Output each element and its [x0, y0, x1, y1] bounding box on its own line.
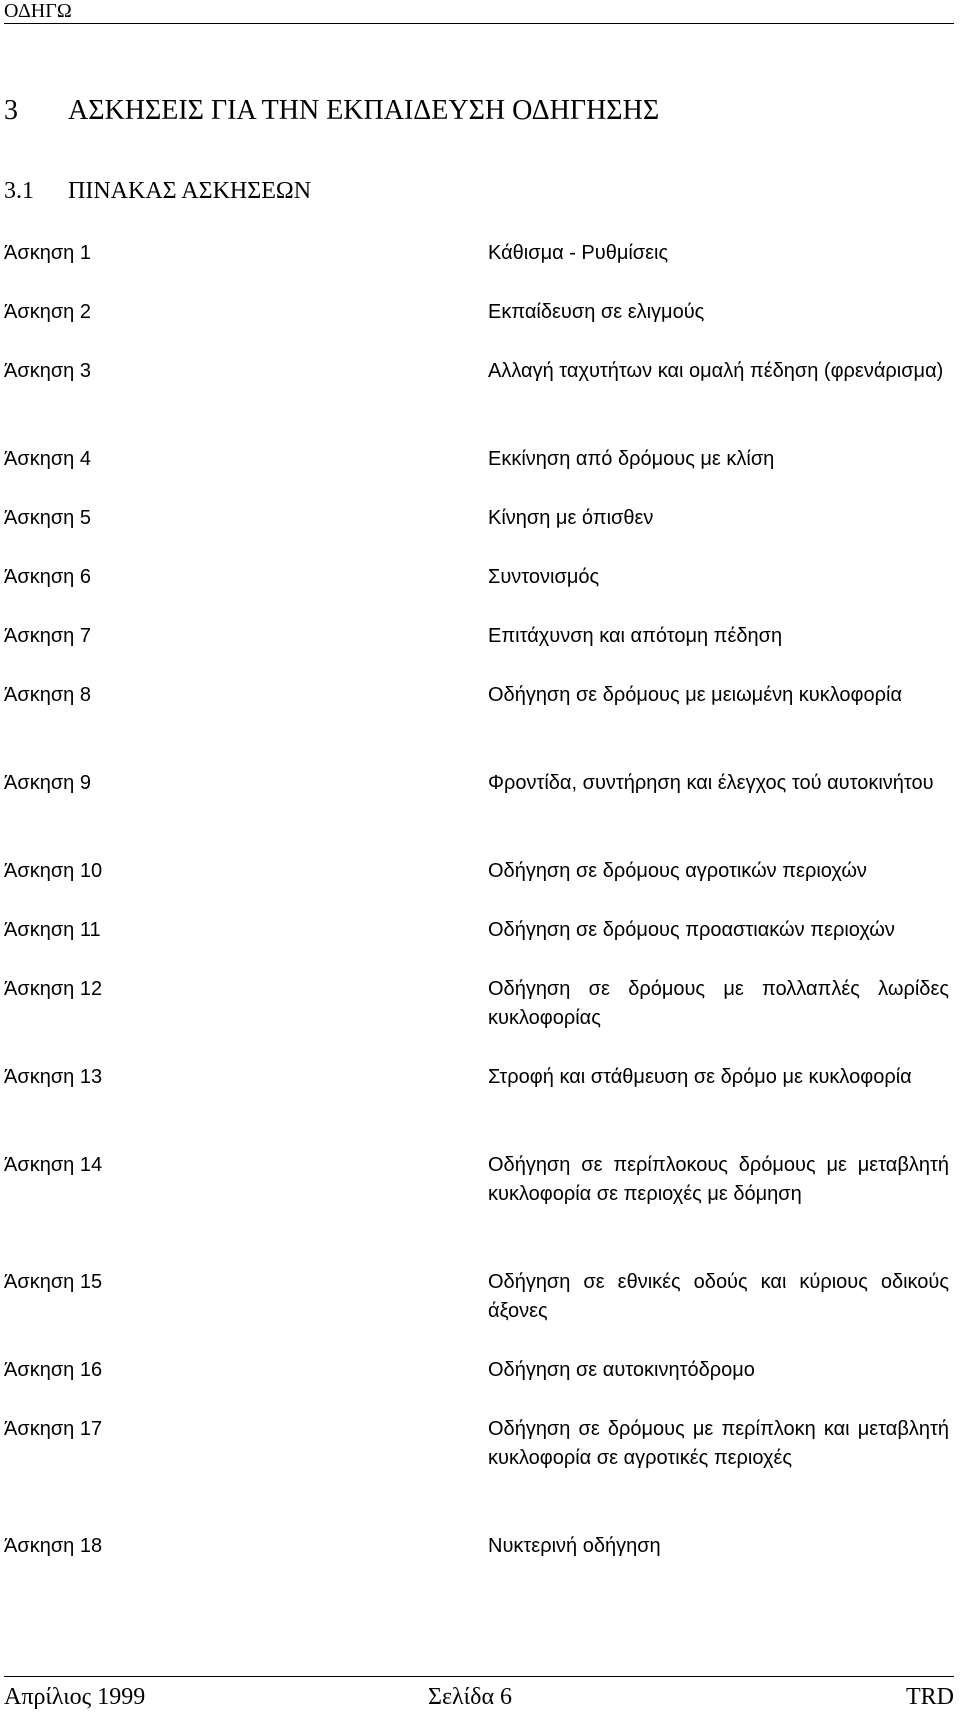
chapter-heading — [4, 94, 659, 128]
exercise-label: Άσκηση 11 — [4, 919, 101, 941]
footer-code: TRD — [906, 1684, 954, 1710]
header-divider — [4, 23, 954, 24]
exercise-label: Άσκηση 12 — [4, 978, 103, 1000]
exercise-description: Συντονισμός — [488, 566, 600, 588]
exercise-description: Οδήγηση σε δρόμους με περίπλοκη και μεταβλητή κυκλοφορία σε αγροτικές περιοχές — [488, 1418, 949, 1469]
exercise-label: Άσκηση 6 — [4, 566, 91, 588]
exercise-label: Άσκηση 18 — [4, 1535, 103, 1557]
exercise-description: Νυκτερινή οδήγηση — [488, 1535, 661, 1557]
exercise-description: Οδήγηση σε δρόμους προαστιακών περιοχών — [488, 919, 895, 941]
exercise-description: Οδήγηση σε αυτοκινητόδρομο — [488, 1359, 755, 1381]
footer-divider — [4, 1676, 954, 1677]
exercise-description: Στροφή και στάθμευση σε δρόμο με κυκλοφορία — [488, 1066, 912, 1088]
exercise-label: Άσκηση 4 — [4, 448, 91, 470]
exercise-description: Κάθισμα - Ρυθμίσεις — [488, 242, 669, 264]
chapter-number: 3 — [4, 95, 18, 126]
exercise-label: Άσκηση 5 — [4, 507, 91, 529]
exercise-label: Άσκηση 16 — [4, 1359, 103, 1381]
exercise-description: Οδήγηση σε εθνικές οδούς και κύριους οδικούς άξονες — [488, 1271, 949, 1322]
exercise-description: Οδήγηση σε δρόμους αγροτικών περιοχών — [488, 860, 867, 882]
section-heading — [4, 176, 311, 206]
exercise-description: Κίνηση με όπισθεν — [488, 507, 654, 529]
exercise-label: Άσκηση 1 — [4, 242, 91, 264]
exercise-description: Αλλαγή ταχυτήτων και ομαλή πέδηση (φρενάρισμα) — [488, 360, 944, 382]
exercise-description: Εκπαίδευση σε ελιγμούς — [488, 301, 705, 323]
exercise-label: Άσκηση 2 — [4, 301, 91, 323]
exercise-label: Άσκηση 10 — [4, 860, 103, 882]
exercise-label: Άσκηση 8 — [4, 684, 91, 706]
exercise-description: Οδήγηση σε δρόμους με μειωμένη κυκλοφορία — [488, 684, 903, 706]
exercise-label: Άσκηση 15 — [4, 1271, 103, 1293]
exercise-label: Άσκηση 9 — [4, 772, 91, 794]
section-title: ΠΙΝΑΚΑΣ ΑΣΚΗΣΕΩΝ — [68, 178, 312, 204]
exercise-label: Άσκηση 17 — [4, 1418, 103, 1440]
chapter-title: ΑΣΚΗΣΕΙΣ ΓΙΑ ΤΗΝ ΕΚΠΑΙΔΕΥΣΗ ΟΔΗΓΗΣΗΣ — [68, 95, 660, 126]
section-number: 3.1 — [4, 178, 34, 204]
exercise-description: Φροντίδα, συντήρηση και έλεγχος τού αυτοκινήτου — [488, 772, 934, 794]
exercise-label: Άσκηση 14 — [4, 1154, 103, 1176]
footer-date: Απρίλιος 1999 — [4, 1684, 146, 1710]
exercise-description: Εκκίνηση από δρόμους με κλίση — [488, 448, 775, 470]
running-title: ΟΔΗΓΩ — [4, 0, 72, 22]
exercise-label: Άσκηση 13 — [4, 1066, 103, 1088]
exercise-description: Οδήγηση σε δρόμους με πολλαπλές λωρίδες κυκλοφορίας — [488, 978, 949, 1029]
exercise-label: Άσκηση 7 — [4, 625, 91, 647]
exercise-description: Οδήγηση σε περίπλοκους δρόμους με μεταβλητή κυκλοφορία σε περιοχές με δόμηση — [488, 1154, 949, 1205]
footer-page-number: Σελίδα 6 — [428, 1684, 513, 1710]
exercise-description: Επιτάχυνση και απότομη πέδηση — [488, 625, 783, 647]
exercise-label: Άσκηση 3 — [4, 360, 91, 382]
